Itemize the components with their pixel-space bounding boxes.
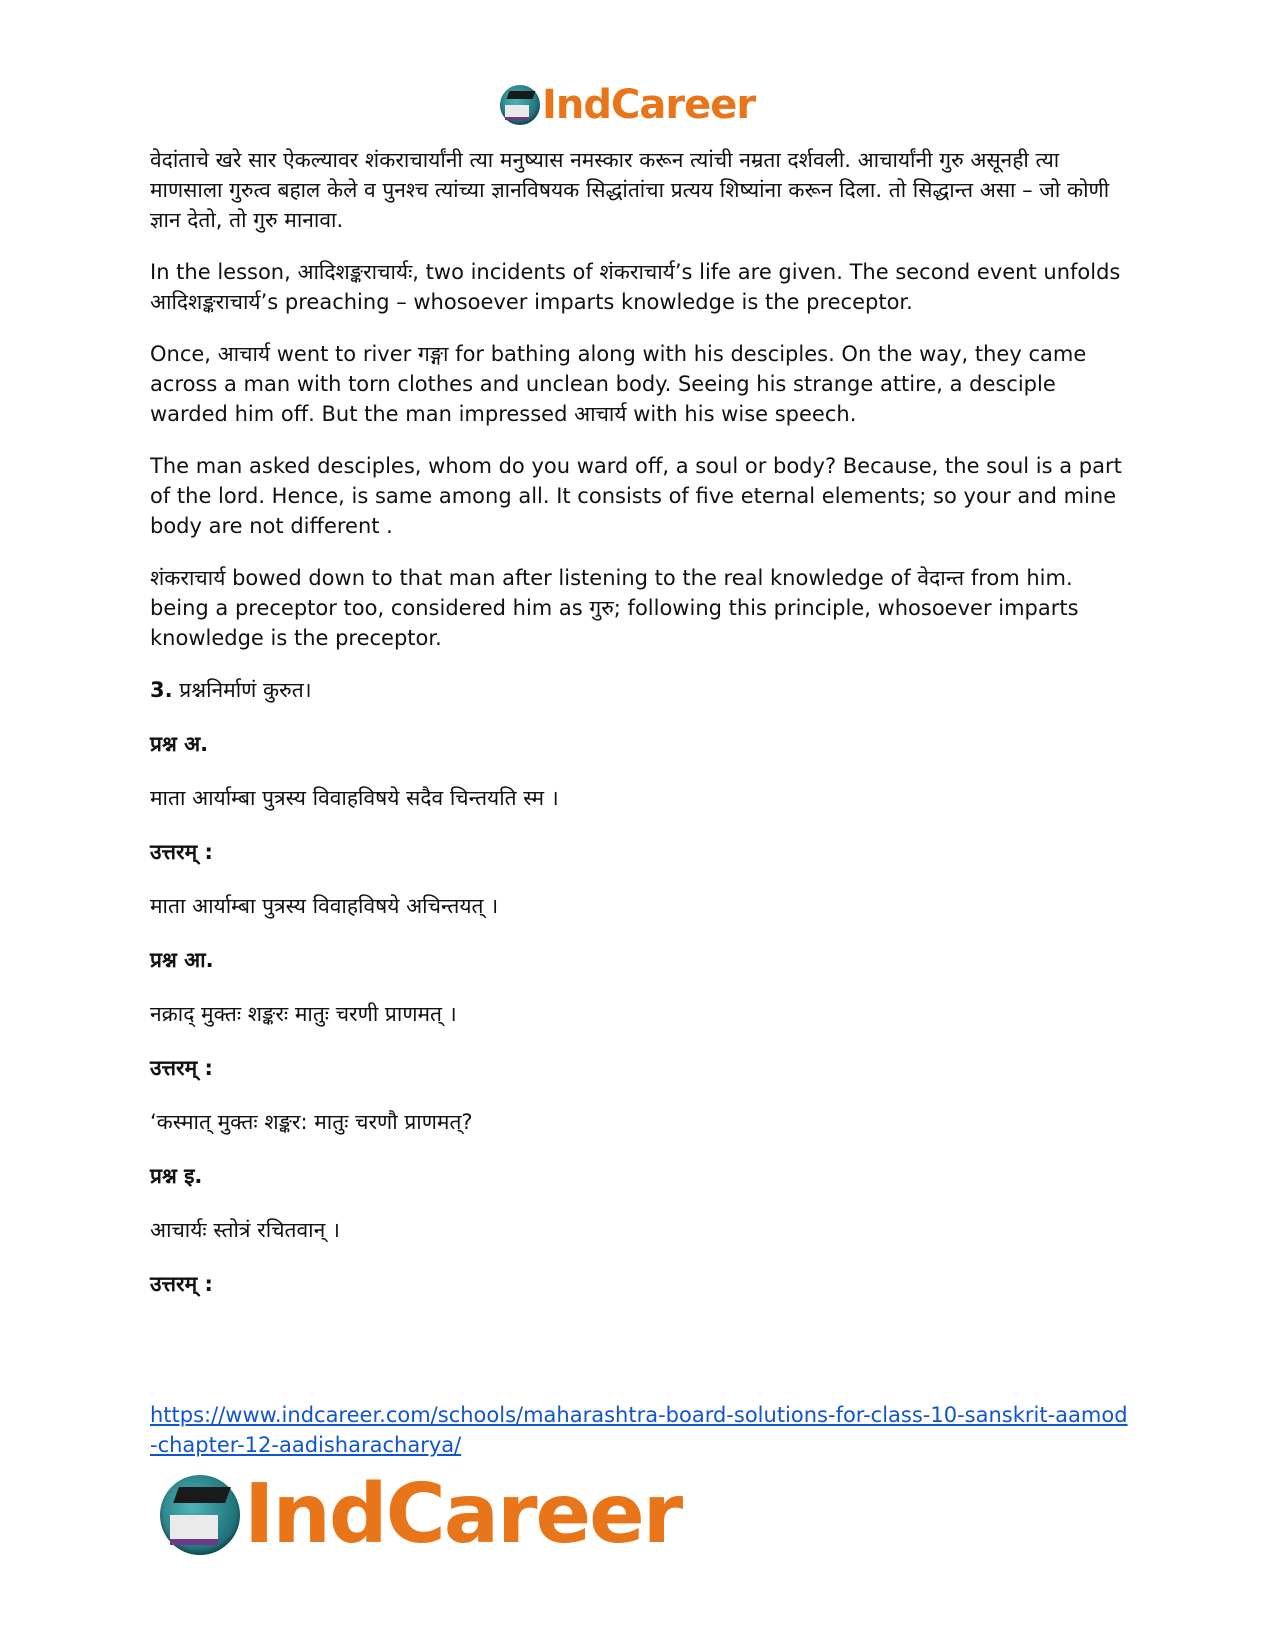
section-title: प्रश्ननिर्माणं कुरुत। — [179, 678, 312, 702]
footer-logo — [160, 1467, 682, 1562]
paragraph: In the lesson, आदिशङ्कराचार्यः, two incidents of शंकराचार्य’s life are given. The second event unfolds आदिशङ्कराचार्य’s preaching – whosoever imparts knowledge is the preceptor. — [150, 260, 1121, 314]
answer-text: ‘कस्मात् मुक्तः शङ्कर: मातुः चरणौ प्राणमत्? — [150, 1110, 473, 1134]
paragraph: वेदांताचे खरे सार ऐकल्यावर शंकराचार्यांनी त्या मनुष्यास नमस्कार करून त्यांची नम्रता दर्शवली. आचार्यांनी गुरु असूनही त्या माणसाला गुरुत्व बहाल केले व पुनश्च त्यांच्या ज्ञानविषयक सिद्धांतांचा प्रत्यय शिष्यांना करून दिला. तो सिद्धान्त असा – जो कोणी ज्ञान देतो, तो गुरु मानावा. — [150, 148, 1110, 232]
question-label: प्रश्न आ. — [150, 948, 214, 972]
question-label: प्रश्न इ. — [150, 1164, 203, 1188]
answer-label: उत्तरम् : — [150, 1056, 213, 1080]
question-label: प्रश्न अ. — [150, 732, 209, 756]
answer-label: उत्तरम् : — [150, 840, 213, 864]
answer-label: उत्तरम् : — [150, 1272, 213, 1296]
logo-text: IndCareer — [244, 1467, 682, 1562]
section-heading — [150, 675, 1125, 705]
document-body — [150, 145, 1125, 1323]
paragraph: Once, आचार्य went to river गङ्गा for bathing along with his desciples. On the way, they came across a man with torn clothes and unclean body. Seeing his strange attire, a desciple warded him off. But the man impressed आचार्य with his wise speech. — [150, 342, 1087, 426]
graduation-cap-icon — [160, 1475, 240, 1555]
logo-text: IndCareer — [542, 82, 756, 128]
paragraph: The man asked desciples, whom do you ward off, a soul or body? Because, the soul is a part of the lord. Hence, is same among all. It consists of five eternal elements; so your and mine body are not different . — [150, 454, 1122, 538]
answer-text: माता आर्याम्बा पुत्रस्य विवाहविषये अचिन्तयत् । — [150, 894, 499, 918]
question-sentence: नक्राद् मुक्तः शङ्करः मातुः चरणी प्राणमत् । — [150, 1002, 457, 1026]
graduation-cap-icon — [500, 85, 540, 125]
question-sentence: आचार्यः स्तोत्रं रचितवान् । — [150, 1218, 340, 1242]
header-logo — [500, 80, 755, 130]
section-number: 3. — [150, 678, 173, 702]
source-link[interactable]: https://www.indcareer.com/schools/maharashtra-board-solutions-for-class-10-sanskrit-aamod-chapter-12-aadisharacharya/ — [150, 1403, 1128, 1457]
paragraph: शंकराचार्य bowed down to that man after listening to the real knowledge of वेदान्त from him. being a preceptor too, considered him as गुरु; following this principle, whosoever imparts knowledge is the preceptor. — [150, 566, 1079, 650]
question-sentence: माता आर्याम्बा पुत्रस्य विवाहविषये सदैव चिन्तयति स्म । — [150, 786, 559, 810]
